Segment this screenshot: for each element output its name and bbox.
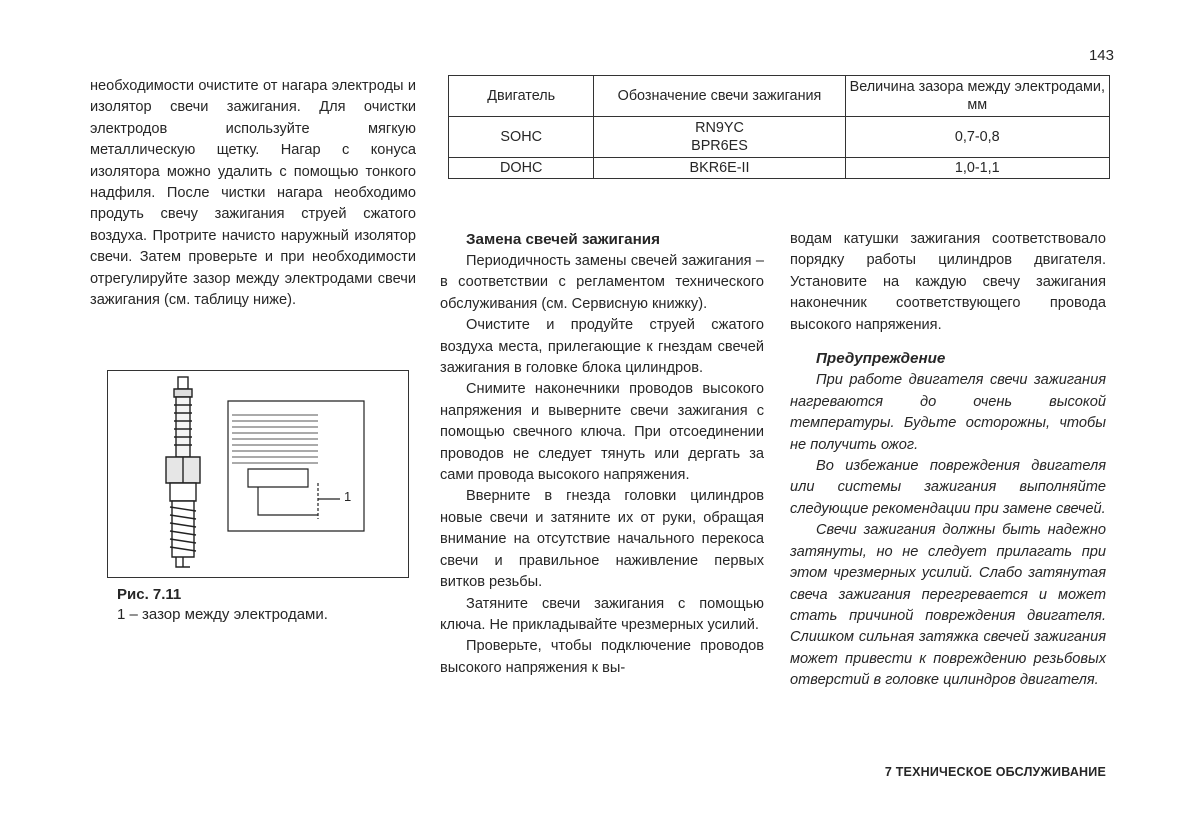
table-row: [449, 117, 1110, 158]
table-cell: RN9YC BPR6ES: [594, 117, 845, 158]
column-middle: [440, 229, 764, 679]
table-header-engine: Двигатель: [449, 76, 594, 117]
paragraph: водам катушки зажигания соответствовало порядку работы цилиндров двигателя. Установите на каждую свечу зажигания наконечник соответствующего провода высокого напряжения.: [790, 231, 1106, 333]
warning-block: [790, 370, 1106, 691]
warning-paragraph: Во избежание повреждения двигателя или системы зажигания выполняйте следующие рекомендации при замене свечей.: [790, 458, 1106, 517]
spark-plug-illustration: [108, 371, 408, 577]
page-number: 143: [1088, 47, 1114, 64]
column-left: [90, 76, 416, 311]
warning-paragraph: При работе двигателя свечи зажигания нагреваются до очень высокой температуры. Будьте осторожны, чтобы не получить ожог.: [790, 372, 1106, 453]
table-cell: 0,7-0,8: [845, 117, 1109, 158]
paragraph: необходимости очистите от нагара электроды и изолятор свечи зажигания. Для очистки электродов используйте мягкую металлическую щетку. Нагар с конуса изолятора можно удалить с помощью тонкого надфиля. После чистки нагара необходимо продуть свечу зажигания струей сжатого воздуха. Протрите начисто наружный изолятор свечи. Затем проверьте и при необходимости отрегулируйте зазор между электродами свечи зажигания (см. таблицу ниже).: [90, 78, 416, 309]
table-cell: DOHC: [449, 158, 594, 179]
figure-caption: [117, 585, 417, 625]
table-cell: SOHC: [449, 117, 594, 158]
paragraph: Снимите наконечники проводов высокого напряжения и выверните свечи зажигания с помощью свечного ключа. При отсоединении проводов не следует тянуть или дергать за сами провода высокого напряжения.: [440, 381, 764, 484]
table-cell: 1,0-1,1: [845, 158, 1109, 179]
table-header-plug: Обозначение свечи зажигания: [594, 76, 845, 117]
paragraph: Очистите и продуйте струей сжатого воздуха места, прилегающие к гнездам свечей зажигания в головке блока цилиндров.: [440, 317, 764, 377]
figure-spark-plug: [107, 370, 409, 578]
table-cell: BKR6E-II: [594, 158, 845, 179]
column-right: [790, 229, 1106, 692]
spark-plug-spec-table: [448, 75, 1110, 179]
paragraph: Проверьте, чтобы подключение проводов высокого напряжения к вы-: [440, 638, 764, 676]
warning-title: Предупреждение: [816, 350, 946, 368]
paragraph: Периодичность замены свечей зажигания – в соответствии с регламентом технического обслуживания (см. Сервисную книжку).: [440, 253, 764, 312]
table-row: [449, 158, 1110, 179]
paragraph: Вверните в гнезда головки цилиндров новые свечи и затяните их от руки, обращая внимание на отсутствие начального перекоса свечи и правильное наживление первых витков резьбы.: [440, 488, 764, 591]
warning-paragraph: Свечи зажигания должны быть надежно затянуты, но не следует прилагать при этом чрезмерных усилий. Слабо затянутая свеча зажигания перегревается и может стать причиной повреждения двигателя. Слишком сильная затяжка свечей зажигания может привести к повреждению резьбовых отверстий в головке цилиндров двигателя.: [790, 522, 1106, 689]
figure-caption-text: 1 – зазор между электродами.: [117, 606, 328, 623]
figure-callout-1: 1: [344, 489, 352, 504]
figure-title: Рис. 7.11: [117, 586, 182, 603]
paragraph: Затяните свечи зажигания с помощью ключа. Не прикладывайте чрезмерных усилий.: [440, 595, 764, 633]
section-title: Замена свечей зажигания: [466, 231, 660, 248]
table-header-gap: Величина зазора между электродами, мм: [845, 76, 1109, 117]
chapter-footer: 7 ТЕХНИЧЕСКОЕ ОБСЛУЖИВАНИЕ: [884, 765, 1106, 779]
